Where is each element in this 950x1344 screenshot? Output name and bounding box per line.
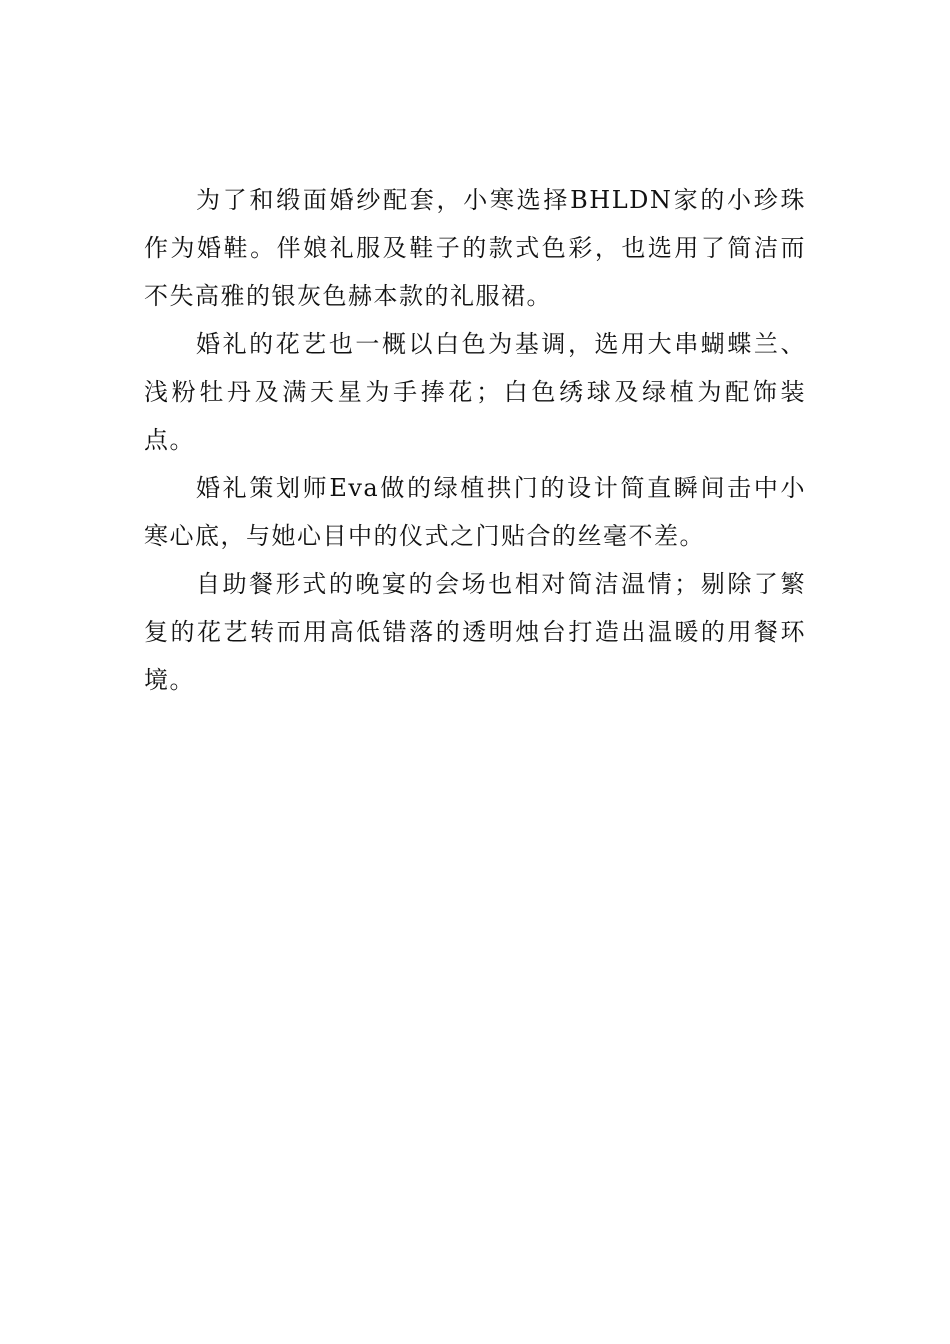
paragraph-arch-design: 婚礼策划师Eva做的绿植拱门的设计简直瞬间击中小寒心底，与她心目中的仪式之门贴合的丝毫不差。	[144, 474, 806, 550]
document-body	[144, 176, 806, 704]
paragraph-bridal-shoes: 为了和缎面婚纱配套，小寒选择BHLDN家的小珍珠作为婚鞋。伴娘礼服及鞋子的款式色彩，也选用了简洁而不失高雅的银灰色赫本款的礼服裙。	[144, 186, 806, 310]
paragraph-floral-design: 婚礼的花艺也一概以白色为基调，选用大串蝴蝶兰、浅粉牡丹及满天星为手捧花；白色绣球及绿植为配饰装点。	[144, 330, 806, 454]
paragraph-banquet-venue: 自助餐形式的晚宴的会场也相对简洁温情；剔除了繁复的花艺转而用高低错落的透明烛台打造出温暖的用餐环境。	[144, 570, 806, 694]
